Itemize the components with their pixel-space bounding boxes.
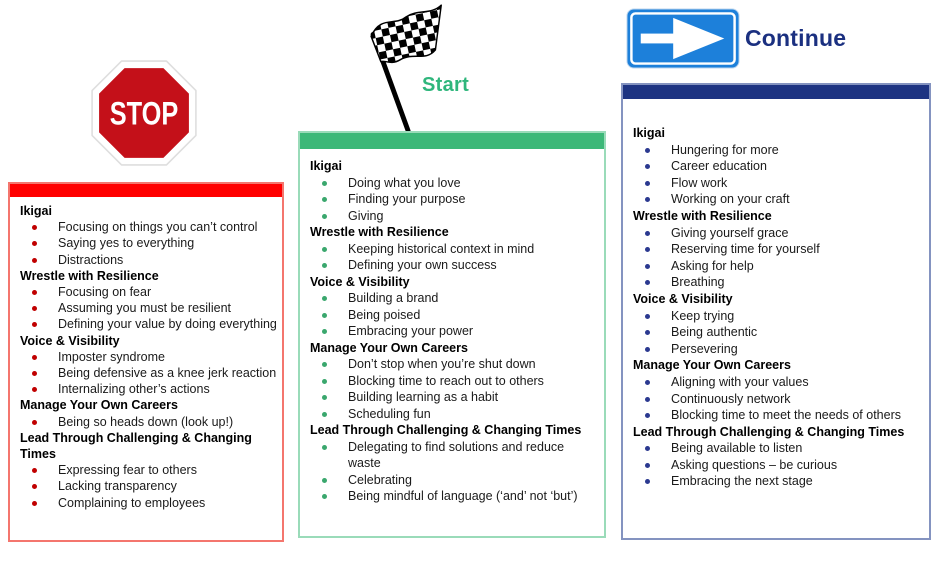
list-item	[633, 473, 925, 490]
list-item	[310, 175, 600, 192]
list-item	[633, 158, 925, 175]
list-item	[20, 252, 278, 268]
list-item-text: Working on your craft	[671, 192, 790, 207]
bullet-icon	[645, 164, 650, 169]
list-item-text: Defining your value by doing everything	[58, 317, 277, 332]
section-heading: Wrestle with Resilience	[20, 268, 159, 283]
list-item	[20, 462, 278, 478]
list-item-text: Keeping historical context in mind	[348, 241, 535, 256]
list-item-text: Being mindful of language (‘and’ not ‘but’)	[348, 489, 578, 503]
list-item-text: Being available to listen	[671, 441, 803, 456]
bullet-icon	[32, 290, 37, 295]
list-item-text: Focusing on fear	[58, 285, 152, 300]
list-item	[310, 208, 600, 225]
bullet-icon	[645, 380, 650, 385]
bullet-icon	[645, 347, 650, 352]
list-item	[20, 478, 278, 494]
bullet-icon	[32, 501, 37, 506]
bullet-icon	[32, 484, 37, 489]
start-box-header-bar	[300, 133, 604, 149]
section-heading: Ikigai	[633, 126, 665, 140]
continue-box	[621, 83, 931, 540]
bullet-icon	[322, 412, 327, 417]
bullet-icon	[645, 197, 650, 202]
section-heading: Ikigai	[20, 204, 52, 218]
list-item	[633, 225, 925, 242]
list-item	[310, 488, 600, 505]
list-item	[633, 440, 925, 457]
stop-sign-icon	[90, 59, 198, 167]
bullet-icon	[32, 225, 37, 230]
bullet-icon	[322, 445, 327, 450]
bullet-icon	[32, 420, 37, 425]
bullet-icon	[322, 478, 327, 483]
list-item-text: Blocking time to meet the needs of others	[671, 408, 901, 423]
list-item-text: Focusing on things you can’t control	[58, 220, 258, 235]
list-item-text: Embracing your power	[348, 324, 474, 338]
list-item	[20, 365, 278, 381]
start-list	[300, 149, 604, 536]
one-way-arrow-sign-icon	[626, 8, 740, 69]
bullet-icon	[322, 263, 327, 268]
start-box	[298, 131, 606, 538]
section-heading: Lead Through Challenging & Changing Times	[20, 430, 252, 462]
list-item	[310, 439, 600, 472]
bullet-icon	[322, 395, 327, 400]
continue-list	[623, 99, 929, 538]
list-item-text: Giving yourself grace	[671, 225, 789, 240]
list-item	[20, 284, 278, 300]
bullet-icon	[32, 355, 37, 360]
list-item-text: Being poised	[348, 307, 421, 322]
bullet-icon	[645, 148, 650, 153]
list-item-text: Being authentic	[671, 325, 758, 340]
checkered-flag-graphic	[338, 1, 450, 133]
list-item-text: Keep trying	[671, 308, 735, 323]
section-heading: Voice & Visibility	[310, 274, 410, 289]
list-item	[20, 219, 278, 235]
continue-label: Continue	[745, 25, 847, 51]
list-item	[633, 274, 925, 291]
list-item	[633, 258, 925, 275]
section-heading: Manage Your Own Careers	[20, 398, 178, 413]
list-item	[20, 349, 278, 365]
bullet-icon	[322, 247, 327, 252]
list-item	[310, 191, 600, 208]
list-item	[633, 391, 925, 408]
list-item	[633, 457, 925, 474]
stop-list	[10, 197, 282, 540]
bullet-icon	[645, 264, 650, 269]
list-item-text: Don’t stop when you’re shut down	[348, 357, 536, 371]
list-item	[633, 308, 925, 325]
list-item	[310, 290, 600, 307]
list-item	[633, 142, 925, 159]
list-item	[633, 341, 925, 358]
bullet-icon	[645, 330, 650, 335]
list-item-text: Expressing fear to others	[58, 463, 197, 478]
stop-box	[8, 182, 284, 542]
list-item	[310, 257, 600, 274]
start-label: Start	[422, 74, 470, 96]
list-item-text: Breathing	[671, 275, 725, 290]
one-way-arrow-sign-graphic	[626, 8, 740, 69]
list-item-text: Hungering for more	[671, 142, 779, 157]
list-item-text: Celebrating	[348, 472, 412, 487]
section-heading: Manage Your Own Careers	[633, 358, 791, 373]
bullet-icon	[32, 241, 37, 246]
bullet-icon	[645, 247, 650, 252]
bullet-icon	[322, 296, 327, 301]
section-heading: Lead Through Challenging & Changing Times	[633, 424, 905, 439]
list-item	[310, 356, 600, 373]
list-item-text: Continuously network	[671, 391, 791, 406]
list-item-text: Complaining to employees	[58, 495, 206, 510]
list-item	[310, 472, 600, 489]
section-heading: Ikigai	[310, 159, 342, 173]
bullet-icon	[322, 329, 327, 334]
list-item	[310, 406, 600, 423]
bullet-icon	[322, 313, 327, 318]
bullet-icon	[645, 280, 650, 285]
list-item	[310, 373, 600, 390]
stop-sign-graphic	[90, 59, 198, 167]
list-item	[310, 389, 600, 406]
list-item	[20, 414, 278, 430]
list-item-text: Internalizing other’s actions	[58, 382, 210, 397]
bullet-icon	[322, 214, 327, 219]
section-heading: Wrestle with Resilience	[310, 225, 449, 239]
list-item-text: Imposter syndrome	[58, 349, 165, 364]
list-item-text: Blocking time to reach out to others	[348, 373, 544, 388]
bullet-icon	[322, 494, 327, 499]
list-item-text: Assuming you must be resilient	[58, 301, 231, 316]
stop-sign-text: STOP	[109, 95, 179, 132]
bullet-icon	[645, 231, 650, 236]
bullet-icon	[322, 181, 327, 186]
list-item	[633, 374, 925, 391]
bullet-icon	[645, 314, 650, 319]
bullet-icon	[32, 371, 37, 376]
list-item-text: Aligning with your values	[671, 374, 809, 389]
list-item	[633, 324, 925, 341]
list-item-text: Being so heads down (look up!)	[58, 414, 234, 429]
list-item	[20, 495, 278, 511]
list-item	[633, 191, 925, 208]
list-item-text: Flow work	[671, 175, 728, 190]
list-item-text: Delegating to find solutions and reduce waste	[348, 439, 565, 470]
bullet-icon	[32, 258, 37, 263]
list-item	[20, 300, 278, 316]
section-heading: Voice & Visibility	[633, 291, 733, 306]
bullet-icon	[645, 397, 650, 402]
stop-box-header-bar	[10, 184, 282, 197]
list-item	[20, 235, 278, 251]
list-item-text: Doing what you love	[348, 175, 461, 190]
bullet-icon	[32, 387, 37, 392]
section-heading: Manage Your Own Careers	[310, 340, 468, 355]
list-item	[310, 307, 600, 324]
list-item-text: Distractions	[58, 252, 124, 267]
list-item-text: Asking questions – be curious	[671, 457, 838, 472]
bullet-icon	[322, 197, 327, 202]
list-item-text: Being defensive as a knee jerk reaction	[58, 366, 277, 381]
list-item-text: Career education	[671, 159, 767, 174]
list-item	[20, 316, 278, 332]
continue-box-header-bar	[623, 85, 929, 99]
list-item-text: Building learning as a habit	[348, 390, 499, 404]
list-item-text: Giving	[348, 208, 384, 223]
bullet-icon	[645, 463, 650, 468]
list-item-text: Embracing the next stage	[671, 474, 813, 489]
checkered-flag-icon	[338, 1, 450, 133]
list-item-text: Finding your purpose	[348, 192, 466, 206]
bullet-icon	[32, 468, 37, 473]
list-item-text: Asking for help	[671, 258, 754, 273]
list-item	[633, 241, 925, 258]
bullet-icon	[32, 306, 37, 311]
section-heading: Wrestle with Resilience	[633, 208, 772, 223]
list-item-text: Saying yes to everything	[58, 236, 195, 251]
list-item-text: Building a brand	[348, 291, 439, 305]
list-item-text: Defining your own success	[348, 258, 497, 272]
list-item-text: Reserving time for yourself	[671, 242, 820, 257]
section-heading: Lead Through Challenging & Changing Times	[310, 423, 582, 437]
list-item	[20, 381, 278, 397]
bullet-icon	[645, 181, 650, 186]
bullet-icon	[645, 413, 650, 418]
list-item	[310, 241, 600, 258]
list-item	[310, 323, 600, 340]
section-heading: Voice & Visibility	[20, 333, 120, 348]
bullet-icon	[32, 322, 37, 327]
bullet-icon	[322, 362, 327, 367]
list-item	[633, 175, 925, 192]
list-item-text: Scheduling fun	[348, 406, 431, 421]
bullet-icon	[645, 446, 650, 451]
list-item-text: Persevering	[671, 341, 738, 356]
bullet-icon	[645, 479, 650, 484]
bullet-icon	[322, 379, 327, 384]
list-item-text: Lacking transparency	[58, 479, 177, 494]
list-item	[633, 407, 925, 424]
